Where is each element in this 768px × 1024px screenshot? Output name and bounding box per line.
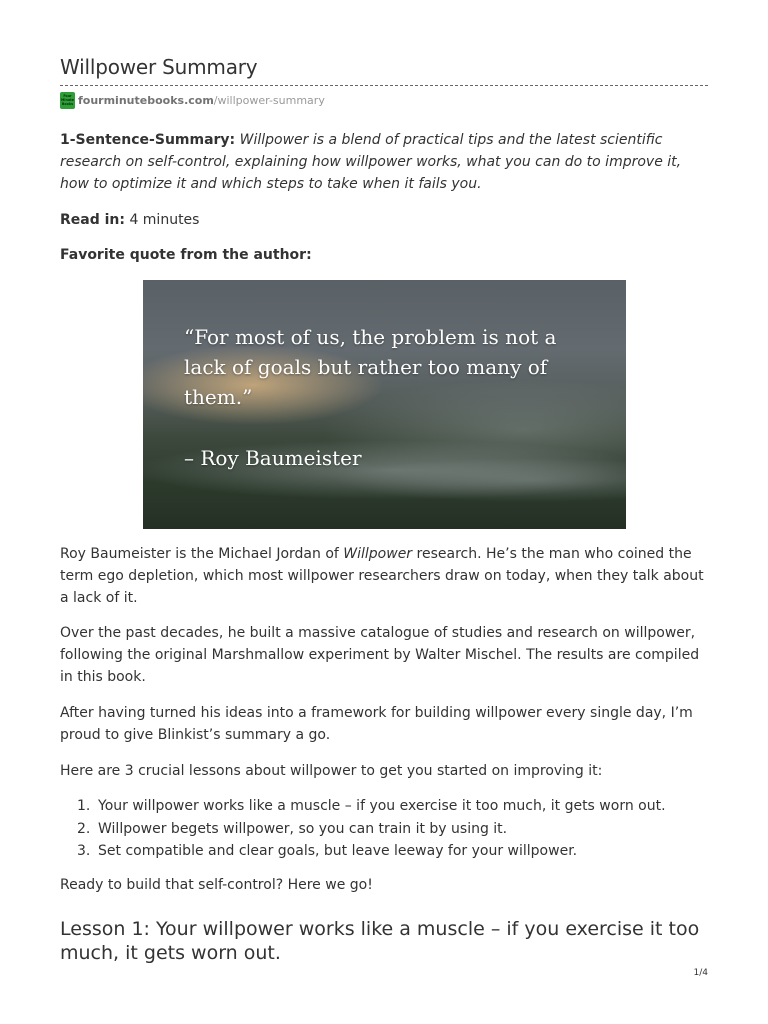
summary-paragraph xyxy=(60,129,708,195)
summary-text: Willpower is a blend of practical tips and the latest scientific research on self-control, explaining how willpower works, what you can do to improve it, how to optimize it and which steps to take when it fails you. xyxy=(60,132,682,192)
framework-paragraph: After having turned his ideas into a framework for building willpower every single day, I’m proud to give Blinkist’s summary a go. xyxy=(60,705,693,743)
favorite-quote-label: Favorite quote from the author: xyxy=(60,247,312,263)
source-link[interactable] xyxy=(60,90,325,110)
page-number: 1/4 xyxy=(693,968,708,978)
list-item-number: 2. xyxy=(77,820,91,837)
list-item-number: 1. xyxy=(77,798,91,814)
quote-image xyxy=(143,280,626,529)
source-domain[interactable]: fourminutebooks.com xyxy=(78,93,214,107)
title-divider xyxy=(60,85,708,86)
site-favicon-icon xyxy=(60,92,75,109)
list-item-text: Set compatible and clear goals, but leave leeway for your willpower. xyxy=(98,843,578,859)
favicon-line-2: Minute xyxy=(61,98,74,102)
favicon-line-3: Books xyxy=(61,102,74,106)
intro-book-title: Willpower xyxy=(343,546,413,562)
research-paragraph: Over the past decades, he built a massive catalogue of studies and research on willpower, following the original Marshmallow experiment by Walter Mischel. The results are compiled in this book. xyxy=(60,625,700,685)
list-item-text: Your willpower works like a muscle – if you exercise it too much, it gets worn out. xyxy=(98,798,666,814)
intro-text-end: research. He’s the man who coined the term ego depletion, which most willpower researchers draw on today, when they talk about a lack of it. xyxy=(60,546,704,606)
page-title: Willpower Summary xyxy=(60,55,258,79)
lesson-1-heading: Lesson 1: Your willpower works like a muscle – if you exercise it too much, it gets worn out. xyxy=(60,918,700,964)
lessons-intro: Here are 3 crucial lessons about willpower to get you started on improving it: xyxy=(60,763,603,779)
list-item-number: 3. xyxy=(77,843,91,859)
summary-label: 1-Sentence-Summary: xyxy=(60,132,236,148)
lessons-list xyxy=(60,795,708,863)
favicon-line-1: Four xyxy=(63,94,72,98)
ready-paragraph: Ready to build that self-control? Here we go! xyxy=(60,877,373,893)
intro-paragraph xyxy=(60,543,708,609)
list-item xyxy=(60,840,708,863)
list-item xyxy=(60,818,708,841)
read-in-label: Read in: xyxy=(60,212,125,228)
source-path[interactable]: /willpower-summary xyxy=(213,93,325,107)
list-item xyxy=(60,795,708,818)
quote-author: – Roy Baumeister xyxy=(184,446,362,470)
quote-text: “For most of us, the problem is not a lack of goals but rather too many of them.” xyxy=(184,325,557,409)
read-in-value: 4 minutes xyxy=(129,212,200,228)
intro-text-start: Roy Baumeister is the Michael Jordan of xyxy=(60,546,344,562)
read-in-line xyxy=(60,209,708,231)
list-item-text: Willpower begets willpower, so you can train it by using it. xyxy=(98,820,508,837)
